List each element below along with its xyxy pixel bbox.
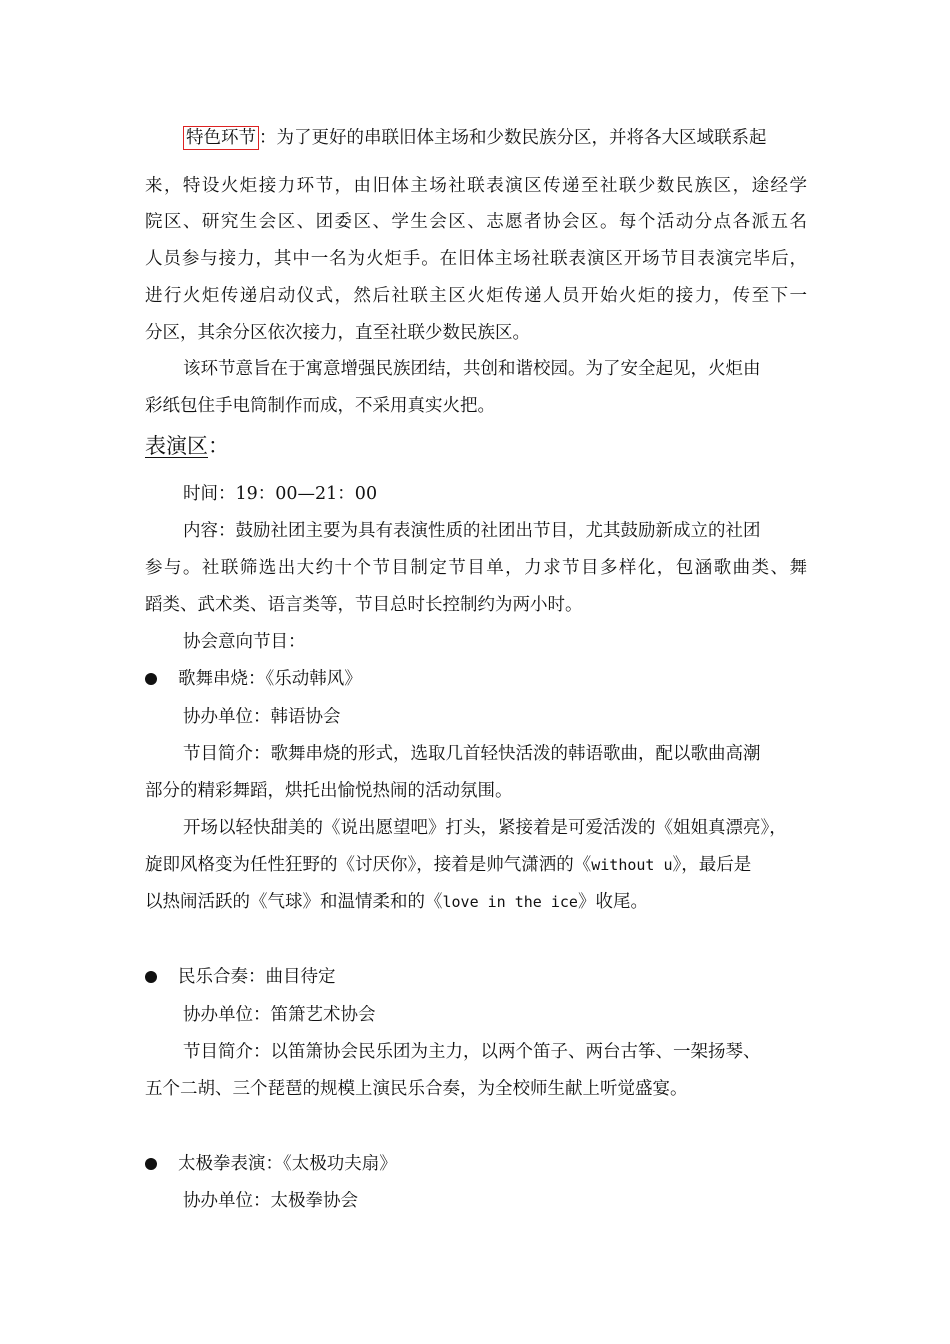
program-1-title: 歌舞串烧：《乐动韩风》: [178, 669, 362, 689]
program-2-title: 民乐合奏：曲目待定: [178, 967, 336, 987]
bullet-icon: [145, 1158, 157, 1170]
program-2-intro-line-1: 节目简介：以笛箫协会民乐团为主力，以两个笛子、两台古筝、一架扬琴、: [183, 1042, 761, 1062]
time-line: 时间：19：00—21：00: [183, 484, 378, 504]
section-heading-text: 表演区: [145, 434, 208, 458]
content-line-3: 蹈类、武术类、语言类等，节目总时长控制约为两小时。: [145, 595, 583, 615]
program-2-intro-line-2: 五个二胡、三个琵琶的规模上演民乐合奏，为全校师生献上听觉盛宴。: [145, 1079, 688, 1099]
program-1-detail-line-2: 旋即风格变为任性狂野的《讨厌你》，接着是帅气潇洒的《without u》，最后是: [145, 855, 752, 875]
content-line-2: 参与。社联筛选出大约十个节目制定节目单，力求节目多样化，包涵歌曲类、舞: [145, 558, 807, 578]
program-2-org: 协办单位：笛箫艺术协会: [183, 1005, 376, 1025]
paragraph-purpose-line-2: 彩纸包住手电筒制作而成，不采用真实火把。: [145, 396, 495, 416]
paragraph-torch-line-4: 人员参与接力，其中一名为火炬手。在旧体主场社联表演区开场节目表演完毕后，: [145, 249, 807, 269]
program-1-org: 协办单位：韩语协会: [183, 707, 341, 727]
program-1-intro-line-2: 部分的精彩舞蹈，烘托出愉悦热闹的活动氛围。: [145, 781, 513, 801]
intent-line: 协会意向节目：: [183, 632, 306, 652]
program-1-intro-line-1: 节目简介：歌舞串烧的形式，选取几首轻快活泼的韩语歌曲，配以歌曲高潮: [183, 744, 761, 764]
program-1-detail-line-3: 以热闹活跃的《气球》和温情柔和的《love in the ice》收尾。: [145, 892, 648, 912]
paragraph-torch-line-2: 来，特设火炬接力环节，由旧体主场社联表演区传递至社联少数民族区，途经学: [145, 176, 807, 196]
bullet-icon: [145, 673, 157, 685]
paragraph-torch-line-6: 分区，其余分区依次接力，直至社联少数民族区。: [145, 323, 530, 343]
section-heading: 表演区：: [145, 434, 229, 458]
program-3-title: 太极拳表演：《太极功夫扇》: [178, 1154, 397, 1174]
content-line-1: 内容：鼓励社团主要为具有表演性质的社团出节目，尤其鼓励新成立的社团: [183, 521, 761, 541]
paragraph-torch-line-3: 院区、研究生会区、团委区、学生会区、志愿者协会区。每个活动分点各派五名: [145, 212, 807, 232]
program-1-detail-line-1: 开场以轻快甜美的《说出愿望吧》打头，紧接着是可爱活泼的《姐姐真漂亮》，: [183, 818, 787, 838]
paragraph-purpose-line-1: 该环节意旨在于寓意增强民族团结，共创和谐校园。为了安全起见，火炬由: [183, 359, 761, 379]
paragraph-torch-line-5: 进行火炬传递启动仪式，然后社联主区火炬传递人员开始火炬的接力，传至下一: [145, 286, 807, 306]
highlighted-label: 特色环节: [183, 126, 259, 150]
program-3-org: 协办单位：太极拳协会: [183, 1191, 358, 1211]
paragraph-torch-line-1: 特色环节 ：为了更好的串联旧体主场和少数民族分区，并将各大区域联系起: [183, 128, 767, 148]
bullet-icon: [145, 971, 157, 983]
